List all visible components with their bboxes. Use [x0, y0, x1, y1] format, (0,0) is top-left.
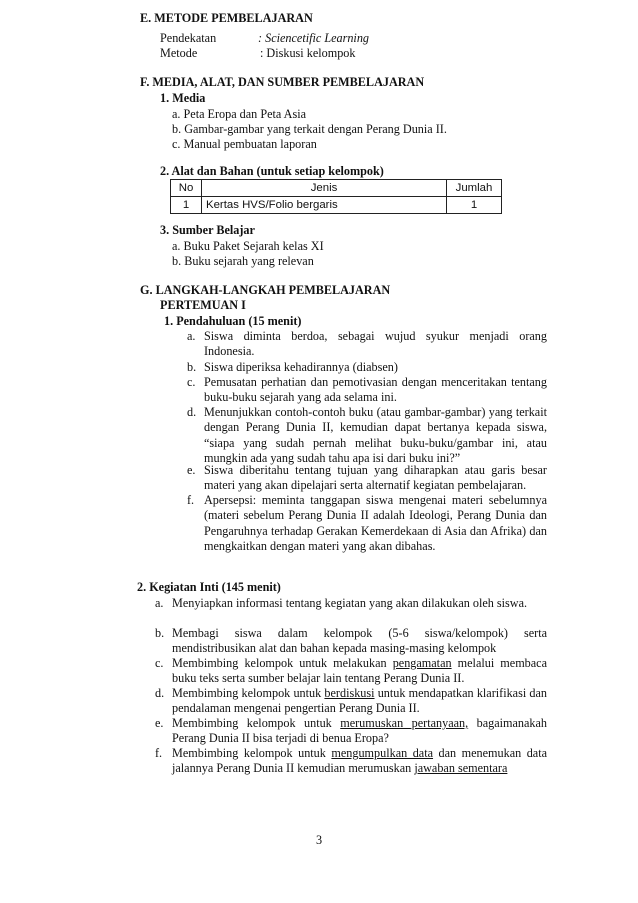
- table-cell: 1: [447, 197, 502, 214]
- list-marker: f.: [155, 746, 163, 760]
- inti-item-c-text: Membimbing kelompok untuk melakukan: [172, 656, 393, 670]
- list-marker: d.: [155, 686, 165, 700]
- list-marker: c.: [155, 656, 164, 670]
- pendahuluan-item-d: Menunjukkan contoh-contoh buku (atau gambar-gambar) yang terkait dengan Perang Dunia II, kemudian dapat bertanya kepada siswa, “siapa yang sudah pernah melihat buku-buku/gambar ini, atau mungkin ada yang sudah tahu apa isi dari buku ini?”: [204, 405, 547, 466]
- table-row: [171, 197, 502, 214]
- pendekatan-label: Pendekatan: [160, 31, 217, 45]
- pendahuluan-item-f: Apersepsi: meminta tanggapan siswa mengenai materi sebelumnya (materi sebelum Perang Dunia II adalah Ideologi, Perang Dunia dan Pengaruhnya terhadap Gerakan Kemerdekaan di Asia dan Afrika) dan mengkaitkan dengan materi yang akan dibahas.: [204, 493, 547, 554]
- sumber-title: 3. Sumber Belajar: [160, 223, 255, 237]
- inti-item-b: Membagi siswa dalam kelompok (5-6 siswa/kelompok) serta mendistribusikan alat dan bahan kepada masing-masing kelompok: [172, 626, 547, 656]
- inti-item-f-text: dan menemukan data jalannya Perang Dunia II kemudian merumuskan: [172, 746, 548, 776]
- table-cell: 1: [171, 197, 202, 214]
- inti-title: 2. Kegiatan Inti (145 menit): [137, 580, 281, 594]
- inti-item-a: Menyiapkan informasi tentang kegiatan yang akan dilakukan oleh siswa.: [172, 596, 528, 610]
- list-marker: b.: [155, 626, 165, 640]
- table-header-jumlah: Jumlah: [447, 180, 502, 197]
- list-marker: f.: [187, 493, 195, 507]
- inti-item-d-text: Membimbing kelompok untuk: [172, 686, 325, 700]
- pendahuluan-item-a: Siswa diminta berdoa, sebagai wujud syukur menjadi orang Indonesia.: [204, 329, 547, 359]
- section-e-heading: E. METODE PEMBELAJARAN: [140, 11, 313, 25]
- inti-item-c: [172, 656, 547, 687]
- table-header-row: [171, 180, 502, 197]
- media-item: a. Peta Eropa dan Peta Asia: [172, 107, 307, 121]
- media-item: b. Gambar-gambar yang terkait dengan Perang Dunia II.: [172, 122, 447, 136]
- alat-table: [170, 179, 502, 214]
- pertemuan-title: PERTEMUAN I: [160, 298, 246, 312]
- table-header-jenis: Jenis: [202, 180, 447, 197]
- sumber-item: a. Buku Paket Sejarah kelas XI: [172, 239, 324, 253]
- pendekatan-value: : Sciencetific Learning: [258, 31, 370, 45]
- inti-item-c-underlined: pengamatan: [392, 656, 452, 670]
- pendahuluan-item-e: Siswa diberitahu tentang tujuan yang diharapkan atau garis besar materi yang akan dipelajari serta alternatif kegiatan pembelajaran.: [204, 463, 547, 493]
- inti-item-d-text: untuk mendapatkan klarifikasi dan pendalaman mengenai pengertian Perang Dunia II.: [172, 686, 548, 716]
- sumber-item: b. Buku sejarah yang relevan: [172, 254, 314, 268]
- inti-item-f-underlined: mengumpulkan data: [331, 746, 434, 760]
- pendahuluan-item-c: Pemusatan perhatian dan pemotivasian dengan menceritakan tentang buku-buku sejarah yang ada selama ini.: [204, 375, 547, 405]
- inti-item-e-underlined: merumuskan pertanyaan,: [340, 716, 469, 730]
- alat-title: 2. Alat dan Bahan (untuk setiap kelompok): [160, 164, 384, 178]
- inti-item-e-text: Membimbing kelompok untuk: [172, 716, 341, 730]
- section-g-heading: G. LANGKAH-LANGKAH PEMBELAJARAN: [140, 283, 391, 297]
- inti-item-e: [172, 716, 547, 747]
- table-cell: Kertas HVS/Folio bergaris: [202, 197, 447, 214]
- inti-item-e-text: bagaimanakah Perang Dunia II bisa terjadi di benua Eropa?: [172, 716, 547, 746]
- section-f-heading: F. MEDIA, ALAT, DAN SUMBER PEMBELAJARAN: [140, 75, 425, 89]
- inti-item-d: [172, 686, 547, 717]
- inti-item-f: [172, 746, 547, 777]
- table-header-no: No: [171, 180, 202, 197]
- list-marker: a.: [155, 596, 164, 610]
- inti-item-d-underlined: berdiskusi: [324, 686, 375, 700]
- list-marker: d.: [187, 405, 197, 419]
- list-marker: a.: [187, 329, 196, 343]
- metode-label: Metode: [160, 46, 198, 60]
- media-title: 1. Media: [160, 91, 206, 105]
- list-marker: e.: [155, 716, 164, 730]
- list-marker: b.: [187, 360, 197, 374]
- pendahuluan-title: 1. Pendahuluan (15 menit): [164, 314, 302, 328]
- page-number: 3: [315, 833, 323, 847]
- metode-value: : Diskusi kelompok: [260, 46, 356, 60]
- list-marker: e.: [187, 463, 196, 477]
- inti-item-c-text: melalui membaca buku teks serta sumber belajar lain tentang Perang Dunia II.: [172, 656, 547, 686]
- inti-item-f-underlined: jawaban sementara: [414, 761, 508, 776]
- media-item: c. Manual pembuatan laporan: [172, 137, 317, 151]
- inti-item-f-text: Membimbing kelompok untuk: [172, 746, 332, 760]
- pendahuluan-item-b: Siswa diperiksa kehadirannya (diabsen): [204, 360, 398, 374]
- list-marker: c.: [187, 375, 196, 389]
